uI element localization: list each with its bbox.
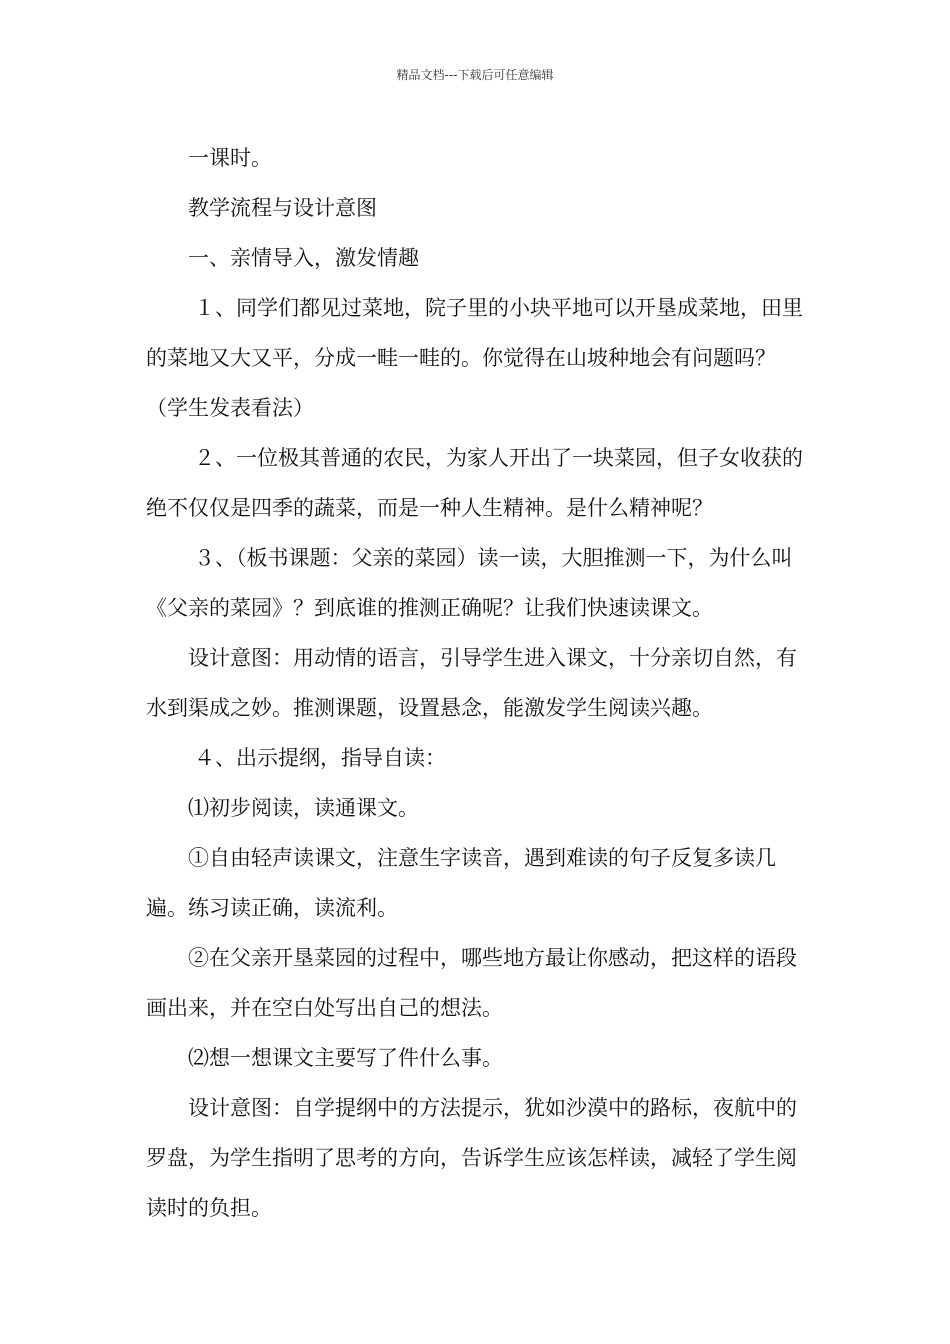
paragraph-circled-2: ②在父亲开垦菜园的过程中，哪些地方最让你感动，把这样的语段画出来，并在空白处写出自己的想法。 [146,946,797,1020]
paragraph-subitem-2: ⑵想一想课文主要写了件什么事。 [188,1046,503,1070]
paragraph-design-intent-1: 设计意图：用动情的语言，引导学生进入课文，十分亲切自然，有水到渠成之妙。推测课题，设置悬念，能激发学生阅读兴趣。 [146,646,797,720]
document-body [146,133,816,1233]
paragraph-subitem-1: ⑴初步阅读，读通课文。 [188,796,419,820]
paragraph-item-3: ３、（板书课题：父亲的菜园）读一读，大胆推测一下，为什么叫《父亲的菜园》？到底谁的推测正确呢？让我们快速读课文。 [146,546,793,620]
page-header: 精品文档---下载后可任意编辑 [396,68,554,82]
paragraph-section-title: 教学流程与设计意图 [188,196,377,220]
paragraph-item-2: ２、一位极其普通的农民，为家人开出了一块菜园，但子女收获的绝不仅仅是四季的蔬菜，而是一种人生精神。是什么精神呢？ [146,446,803,520]
paragraph-item-4: ４、出示提纲，指导自读： [194,746,446,770]
paragraph-heading-1: 一、亲情导入，激发情趣 [188,246,419,270]
paragraph-circled-1: ①自由轻声读课文，注意生字读音，遇到难读的句子反复多读几遍。练习读正确，读流利。 [146,846,776,920]
paragraph-lesson-count: 一课时。 [188,146,272,170]
paragraph-design-intent-2: 设计意图：自学提纲中的方法提示，犹如沙漠中的路标，夜航中的罗盘，为学生指明了思考的方向，告诉学生应该怎样读，减轻了学生阅读时的负担。 [146,1096,797,1220]
paragraph-item-1: １、同学们都见过菜地，院子里的小块平地可以开垦成菜地，田里的菜地又大又平，分成一畦一畦的。你觉得在山坡种地会有问题吗？（学生发表看法） [146,296,803,420]
